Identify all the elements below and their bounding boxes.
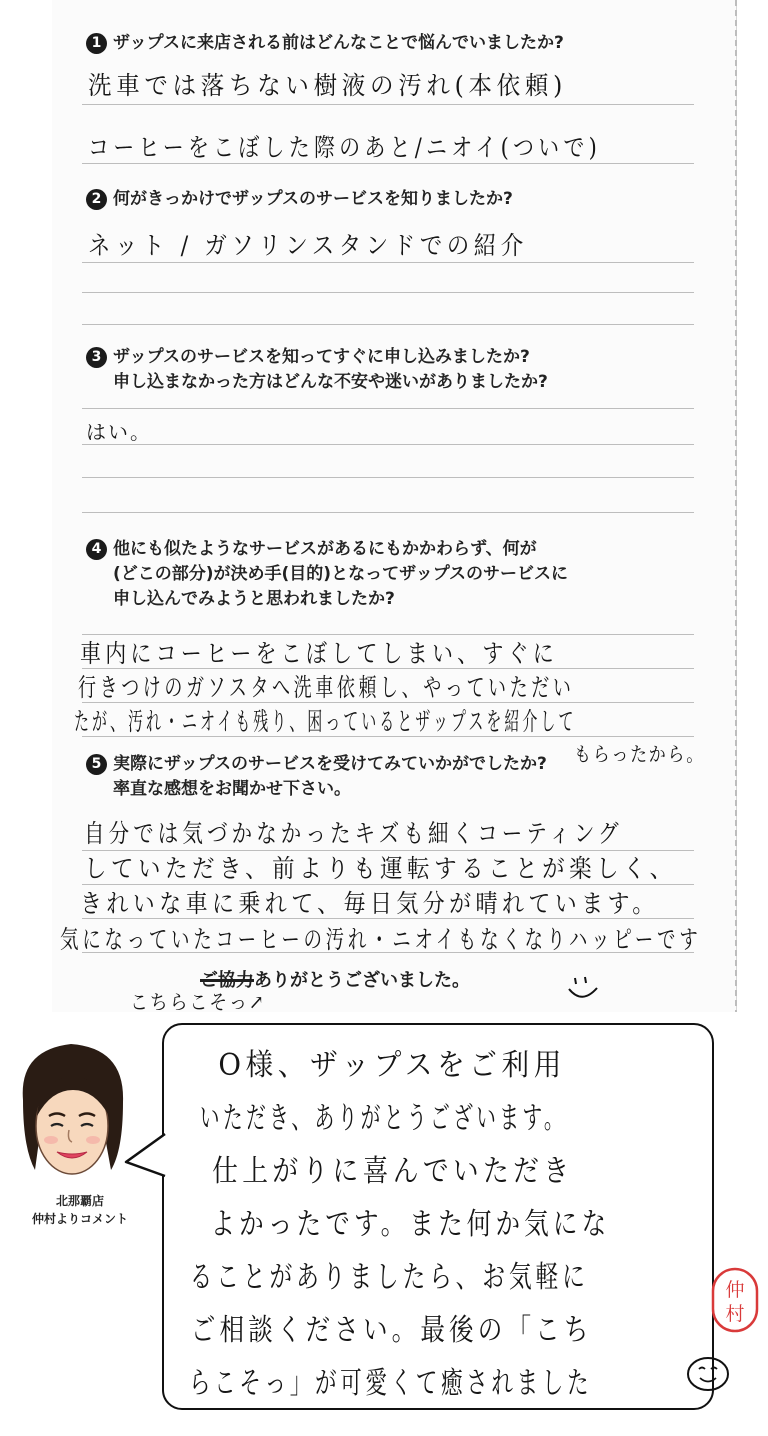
answer-rule — [82, 324, 694, 325]
staff-comment — [176, 1039, 716, 1410]
question-number-5: 5 — [86, 754, 107, 775]
smiley-face-doodle-icon — [684, 1354, 732, 1394]
question-3-text-1: ザップスのサービスを知ってすぐに申し込みましたか? — [113, 347, 530, 367]
svg-text:村: 村 — [725, 1303, 745, 1325]
answer-4-line-3: たが、汚れ・ニオイも残り、困っているとザップスを紹介して — [74, 707, 577, 736]
smiley-icon — [566, 974, 600, 1004]
handwritten-reply: こちらこそっ↗ — [130, 990, 266, 1014]
question-5-text-1: 実際にザップスのサービスを受けてみていかがでしたか? — [113, 754, 547, 774]
answer-5-line-1: 自分では気づかなかったキズも細くコーティング — [84, 819, 623, 848]
bubble-tail — [120, 1128, 168, 1184]
question-1 — [86, 31, 564, 56]
answer-1-line-1: 洗車では落ちない樹液の汚れ(本依頼) — [88, 71, 567, 100]
staff-portrait-icon — [11, 1030, 135, 1190]
closing-text: ありがとうございました。 — [254, 970, 470, 991]
question-3-text-2: 申し込まなかった方はどんな不安や迷いがありましたか? — [113, 372, 548, 392]
store-name: 北那覇店 — [55, 1194, 104, 1208]
question-4-text-2: (どこの部分)が決め手(目的)となってザップスのサービスに — [113, 564, 569, 584]
answer-5-line-2: していただき、前よりも運転することが楽しく、 — [84, 854, 677, 883]
question-4 — [86, 537, 568, 612]
answer-2: ネット / ガソリンスタンドでの紹介 — [88, 231, 528, 260]
answer-5-line-3: きれいな車に乗れて、毎日気分が晴れています。 — [80, 889, 659, 918]
comment-line-5: ることがありましたら、お気軽に — [189, 1260, 589, 1295]
comment-line-6: ご相談ください。最後の「こち — [190, 1313, 593, 1348]
comment-line-2: いただき、ありがとうございます。 — [199, 1101, 567, 1136]
comment-line-1: O様、ザップスをご利用 — [218, 1048, 566, 1083]
answer-4-line-1: 車内にコーヒーをこぼしてしまい、すぐに — [80, 639, 558, 668]
question-4-text-1: 他にも似たようなサービスがあるにもかかわらず、何が — [113, 539, 537, 559]
answer-rule — [82, 444, 694, 445]
question-4-text-3: 申し込んでみようと思われましたか? — [113, 589, 395, 609]
answer-1-line-2: コーヒーをこぼした際のあと/ニオイ(ついで) — [88, 133, 601, 162]
svg-text:仲: 仲 — [725, 1279, 745, 1301]
question-5 — [86, 752, 547, 802]
question-3 — [86, 345, 548, 395]
answer-5-line-4: 気になっていたコーヒーの汚れ・ニオイもなくなりハッピーです — [60, 925, 702, 954]
question-number-1: 1 — [86, 33, 107, 54]
comment-line-4: よかったです。また何か気にな — [210, 1207, 611, 1242]
answer-rule — [82, 104, 694, 105]
name-seal-stamp — [710, 1266, 760, 1334]
answer-rule — [82, 292, 694, 293]
answer-4-line-4: もらったから。 — [574, 742, 705, 766]
staff-label — [18, 1192, 142, 1228]
question-2 — [86, 187, 513, 212]
struck-word: ご協力 — [200, 970, 254, 991]
question-number-4: 4 — [86, 539, 107, 560]
answer-4-line-2: 行きつけのガソスタへ洗車依頼し、やっていただい — [78, 673, 575, 702]
question-2-text: 何がきっかけでザップスのサービスを知りましたか? — [113, 189, 513, 209]
question-1-text: ザップスに来店される前はどんなことで悩んでいましたか? — [113, 33, 564, 53]
staff-comment-bubble — [162, 1023, 714, 1410]
sheet-edge — [735, 0, 737, 1012]
question-number-3: 3 — [86, 347, 107, 368]
answer-rule — [82, 512, 694, 513]
comment-author: 仲村よりコメント — [31, 1212, 128, 1226]
answer-rule — [82, 477, 694, 478]
comment-line-7: らこそっ」が可愛くて癒されました — [188, 1366, 593, 1401]
answer-rule — [82, 408, 694, 409]
question-number-2: 2 — [86, 189, 107, 210]
question-5-text-2: 率直な感想をお聞かせ下さい。 — [113, 779, 351, 799]
answer-rule — [82, 262, 694, 263]
comment-line-3: 仕上がりに喜んでいただき — [212, 1154, 574, 1189]
answer-3: はい。 — [86, 420, 152, 444]
